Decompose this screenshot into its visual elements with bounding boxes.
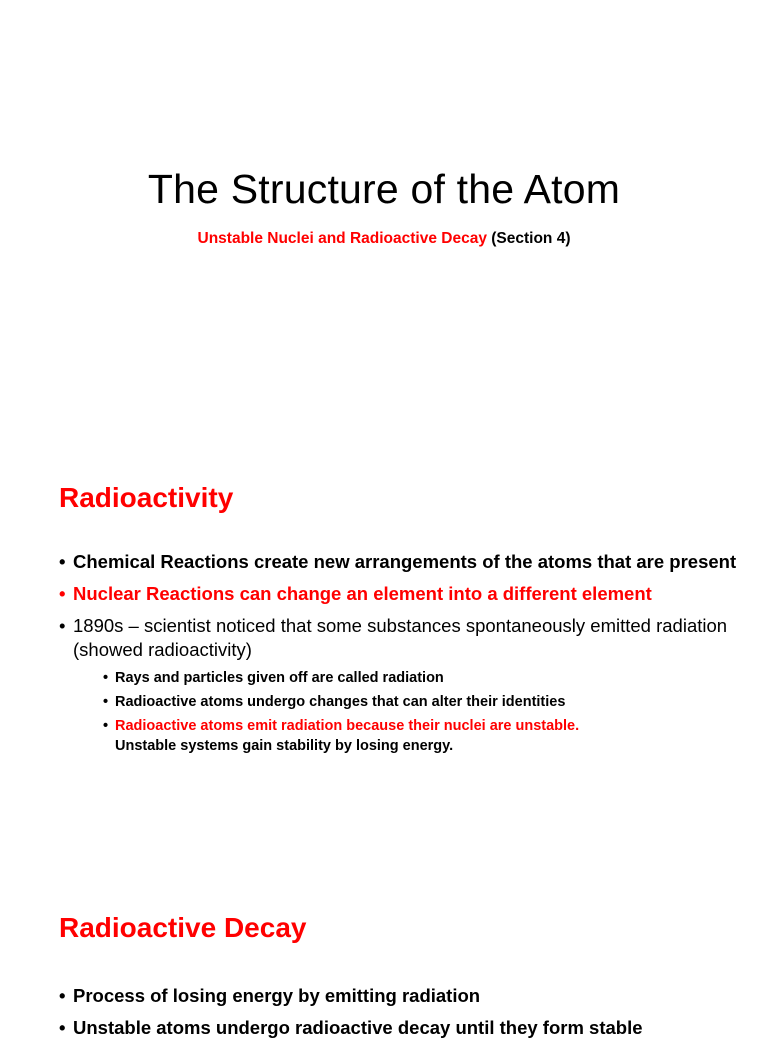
sub-bullet-unstable-text: Radioactive atoms emit radiation because their nuclei are unstable. [115, 718, 580, 734]
radioactive-decay-slide [0, 888, 768, 1038]
slide-heading: Radioactive Decay [59, 912, 307, 943]
bullet-list [59, 984, 739, 1048]
bullet-unstable-atoms: • Unstable atoms undergo radioactive decay until they form stable [59, 1016, 739, 1040]
bullet-chemical-reactions: • Chemical Reactions create new arrangements of the atoms that are present [59, 550, 739, 574]
title-slide [0, 0, 768, 432]
slide-subtitle [0, 230, 768, 248]
sub-bullet-continuation: Unstable systems gain stability by losing energy. [115, 738, 454, 754]
slide-title: The Structure of the Atom [147, 166, 621, 212]
subtitle-section: (Section 4) [491, 230, 571, 247]
sub-bullet-identities: • Radioactive atoms undergo changes that can alter their identities [73, 692, 739, 712]
sub-bullet-list [73, 668, 739, 756]
bullet-process: • Process of losing energy by emitting radiation [59, 984, 739, 1008]
bullet-1890s [59, 614, 739, 756]
sub-bullet-radiation: • Rays and particles given off are called radiation [73, 668, 739, 688]
bullet-list [59, 550, 739, 764]
sub-bullet-unstable [73, 716, 739, 756]
bullet-nuclear-reactions: • Nuclear Reactions can change an element into a different element [59, 582, 739, 606]
subtitle-topic: Unstable Nuclei and Radioactive Decay [197, 230, 487, 247]
bullet-1890s-text: 1890s – scientist noticed that some substances spontaneously emitted radiation (showed radioactivity) [73, 615, 728, 660]
slide-heading: Radioactivity [59, 482, 234, 513]
radioactivity-slide [0, 440, 768, 880]
